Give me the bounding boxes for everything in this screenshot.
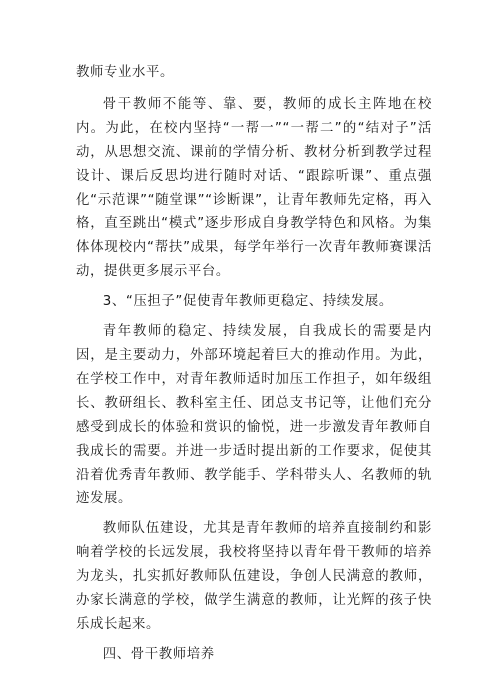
paragraph-young-teacher-development: 青年教师的稳定、持续发展，自我成长的需要是内因，是主要动力，外部环境起着巨大的推动作用。为此，在学校工作中，对青年教师适时加压工作担子，如年级组长、教研组长、教科室主任、团总支书记等，让他们充分感受到成长的体验和赏识的愉悦，进一步激发青年教师自我成长的需要。并进一步适时提出新的工作要求，促使其沿着优秀青年教师、教学能手、学科带头人、名教师的轨迹发展。 [76,324,432,507]
paragraph-backbone-teachers: 骨干教师不能等、靠、要，教师的成长主阵地在校内。为此，在校内坚持“一帮一”“一帮二”的“结对子”活动，从思想交流、课前的学情分析、教材分析到教学过程设计、课后反思均进行随时对话、“跟踪听课”、重点强化“示范课”“随堂课”“诊断课”，让青年教师先定格，再入格，直至跳出“模式”逐步形成自身教学特色和风格。为集体体现校内“帮扶”成果，每学年举行一次青年教师赛课活动，提供更多展示平台。 [76,96,432,280]
paragraph-team-building: 教师队伍建设，尤其是青年教师的培养直接制约和影响着学校的长远发展，我校将坚持以青年骨干教师的培养为龙头，扎实抓好教师队伍建设，争创人民满意的教师，办家长满意的学校，做学生满意的教师，让光辉的孩子快乐成长起来。 [76,521,432,632]
paragraph-continuation: 教师专业水平。 [76,65,174,80]
section-heading-backbone-training: 四、骨干教师培养 [102,646,215,662]
document-body [76,61,432,673]
section-heading-pressure: 3、“压担子”促使青年教师更稳定、持续发展。 [102,294,393,310]
